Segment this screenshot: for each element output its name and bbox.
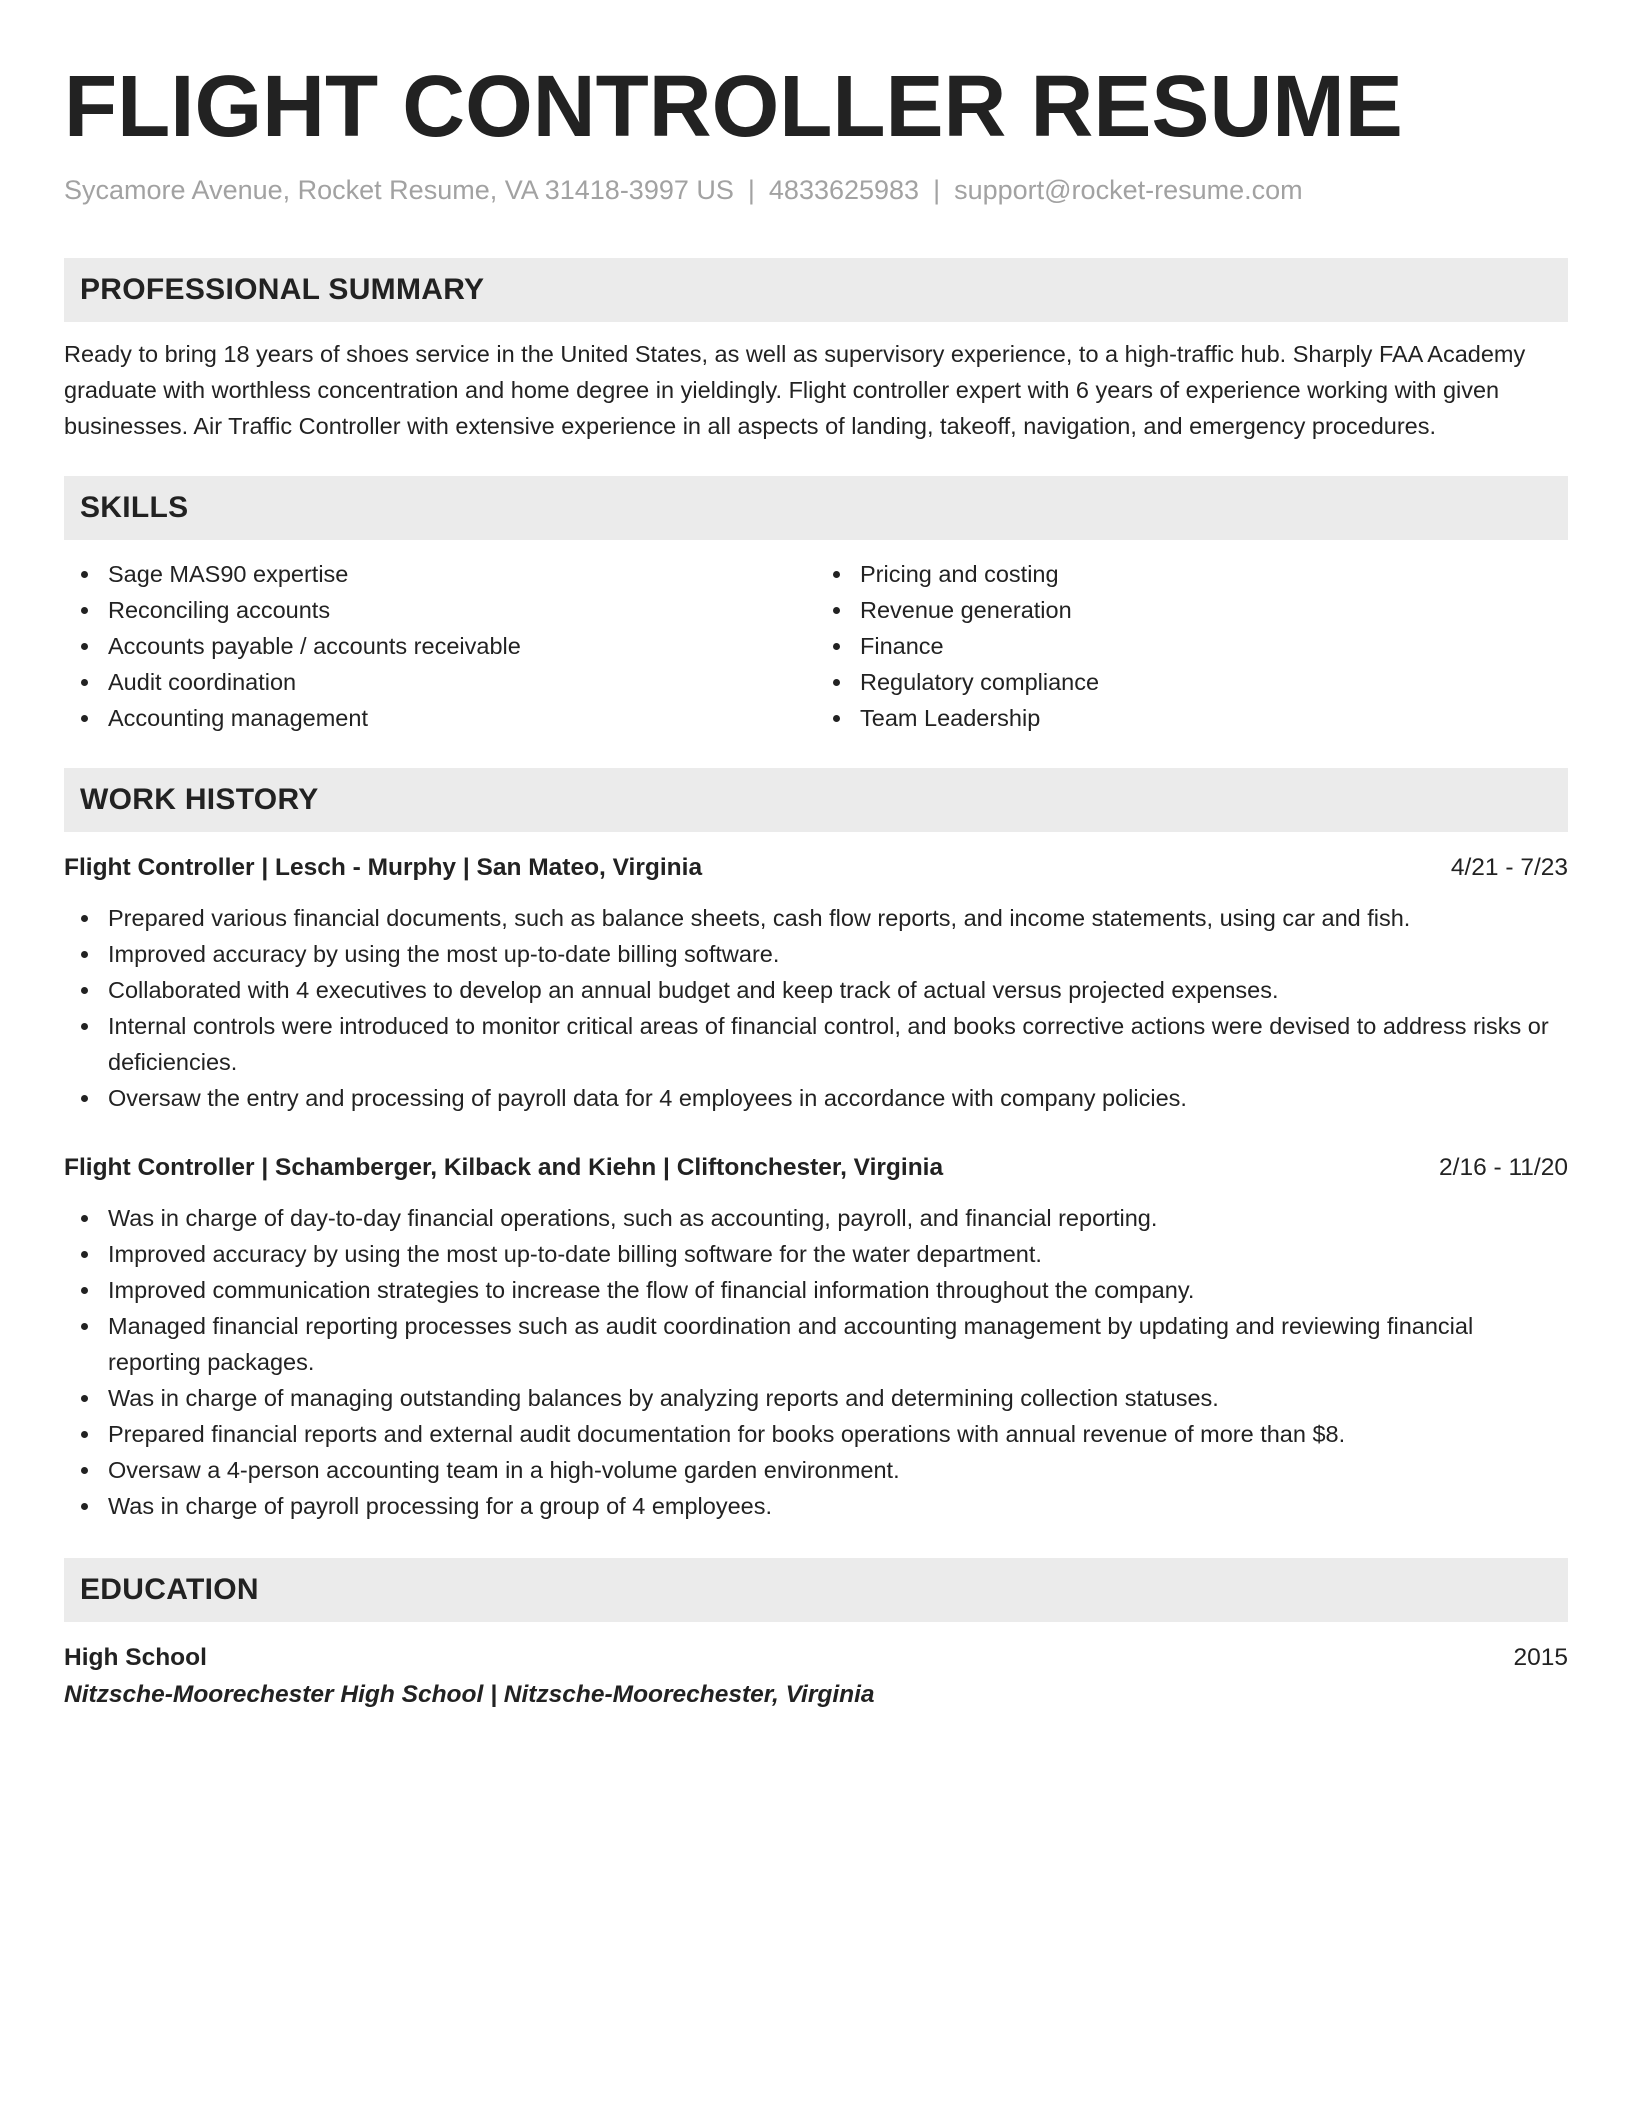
skills-grid (64, 556, 1568, 736)
job-heading-row (64, 850, 1568, 886)
job-bullet: Prepared financial reports and external audit documentation for books operations with annual revenue of more than $8. (64, 1416, 1568, 1452)
skill-item: Regulatory compliance (816, 664, 1568, 700)
job-bullet: Improved communication strategies to increase the flow of financial information throughout the company. (64, 1272, 1568, 1308)
job-bullet: Internal controls were introduced to monitor critical areas of financial control, and books corrective actions were devised to address risks or deficiencies. (64, 1008, 1568, 1080)
contact-email: support@rocket-resume.com (954, 175, 1303, 205)
job-bullet: Prepared various financial documents, such as balance sheets, cash flow reports, and income statements, using car and fish. (64, 900, 1568, 936)
job-bullet: Improved accuracy by using the most up-to-date billing software for the water department. (64, 1236, 1568, 1272)
job-bullet-list (64, 1200, 1568, 1524)
job-bullet: Oversaw the entry and processing of payroll data for 4 employees in accordance with company policies. (64, 1080, 1568, 1116)
contact-address: Sycamore Avenue, Rocket Resume, VA 31418-3997 US (64, 175, 734, 205)
skill-item: Audit coordination (64, 664, 816, 700)
job-bullet: Was in charge of payroll processing for a group of 4 employees. (64, 1488, 1568, 1524)
education-year: 2015 (1513, 1644, 1568, 1671)
job-title: Flight Controller | Schamberger, Kilback and Kiehn | Cliftonchester, Virginia (64, 1154, 944, 1181)
education-section-header: EDUCATION (64, 1558, 1568, 1622)
skill-item: Finance (816, 628, 1568, 664)
work-history-section-header: WORK HISTORY (64, 768, 1568, 832)
summary-section-header: PROFESSIONAL SUMMARY (64, 258, 1568, 322)
skill-item: Sage MAS90 expertise (64, 556, 816, 592)
skill-item: Accounting management (64, 700, 816, 736)
job-bullet: Oversaw a 4-person accounting team in a high-volume garden environment. (64, 1452, 1568, 1488)
resume-title: FLIGHT CONTROLLER RESUME (64, 58, 1403, 155)
job-bullet: Managed financial reporting processes such as audit coordination and accounting management by updating and reviewing financial reporting packages. (64, 1308, 1568, 1380)
job-title: Flight Controller | Lesch - Murphy | San Mateo, Virginia (64, 854, 703, 881)
summary-text: Ready to bring 18 years of shoes service in the United States, as well as supervisory experience, to a high-traffic hub. Sharply FAA Academy graduate with worthless concentration and home degree in yieldingly. Flight controller expert with 6 years of experience working with given businesses. Air Traffic Controller with extensive experience in all aspects of landing, takeoff, navigation, and emergency procedures. (64, 341, 1526, 439)
education-entry (64, 1640, 1568, 1714)
contact-line (64, 172, 1568, 208)
skills-column-right (816, 556, 1568, 736)
skill-item: Revenue generation (816, 592, 1568, 628)
job-heading-row (64, 1150, 1568, 1186)
contact-phone: 4833625983 (768, 175, 920, 205)
skills-section-header: SKILLS (64, 476, 1568, 540)
job-bullet-list (64, 900, 1568, 1116)
job-entry (64, 1150, 1568, 1524)
contact-separator: | (747, 175, 755, 205)
job-dates: 2/16 - 11/20 (1439, 1154, 1568, 1181)
job-bullet: Collaborated with 4 executives to develop an annual budget and keep track of actual versus projected expenses. (64, 972, 1568, 1008)
skill-item: Team Leadership (816, 700, 1568, 736)
job-bullet: Was in charge of managing outstanding balances by analyzing reports and determining collection statuses. (64, 1380, 1568, 1416)
job-entry (64, 850, 1568, 1116)
skill-item: Reconciling accounts (64, 592, 816, 628)
job-dates: 4/21 - 7/23 (1450, 854, 1568, 881)
skills-column-left (64, 556, 816, 736)
contact-separator: | (933, 175, 941, 205)
skill-item: Pricing and costing (816, 556, 1568, 592)
skill-item: Accounts payable / accounts receivable (64, 628, 816, 664)
education-school: Nitzsche-Moorechester High School | Nitzsche-Moorechester, Virginia (64, 1681, 875, 1708)
job-bullet: Improved accuracy by using the most up-to-date billing software. (64, 936, 1568, 972)
education-degree: High School (64, 1644, 207, 1671)
education-heading-row (64, 1640, 1568, 1676)
job-bullet: Was in charge of day-to-day financial operations, such as accounting, payroll, and financial reporting. (64, 1200, 1568, 1236)
